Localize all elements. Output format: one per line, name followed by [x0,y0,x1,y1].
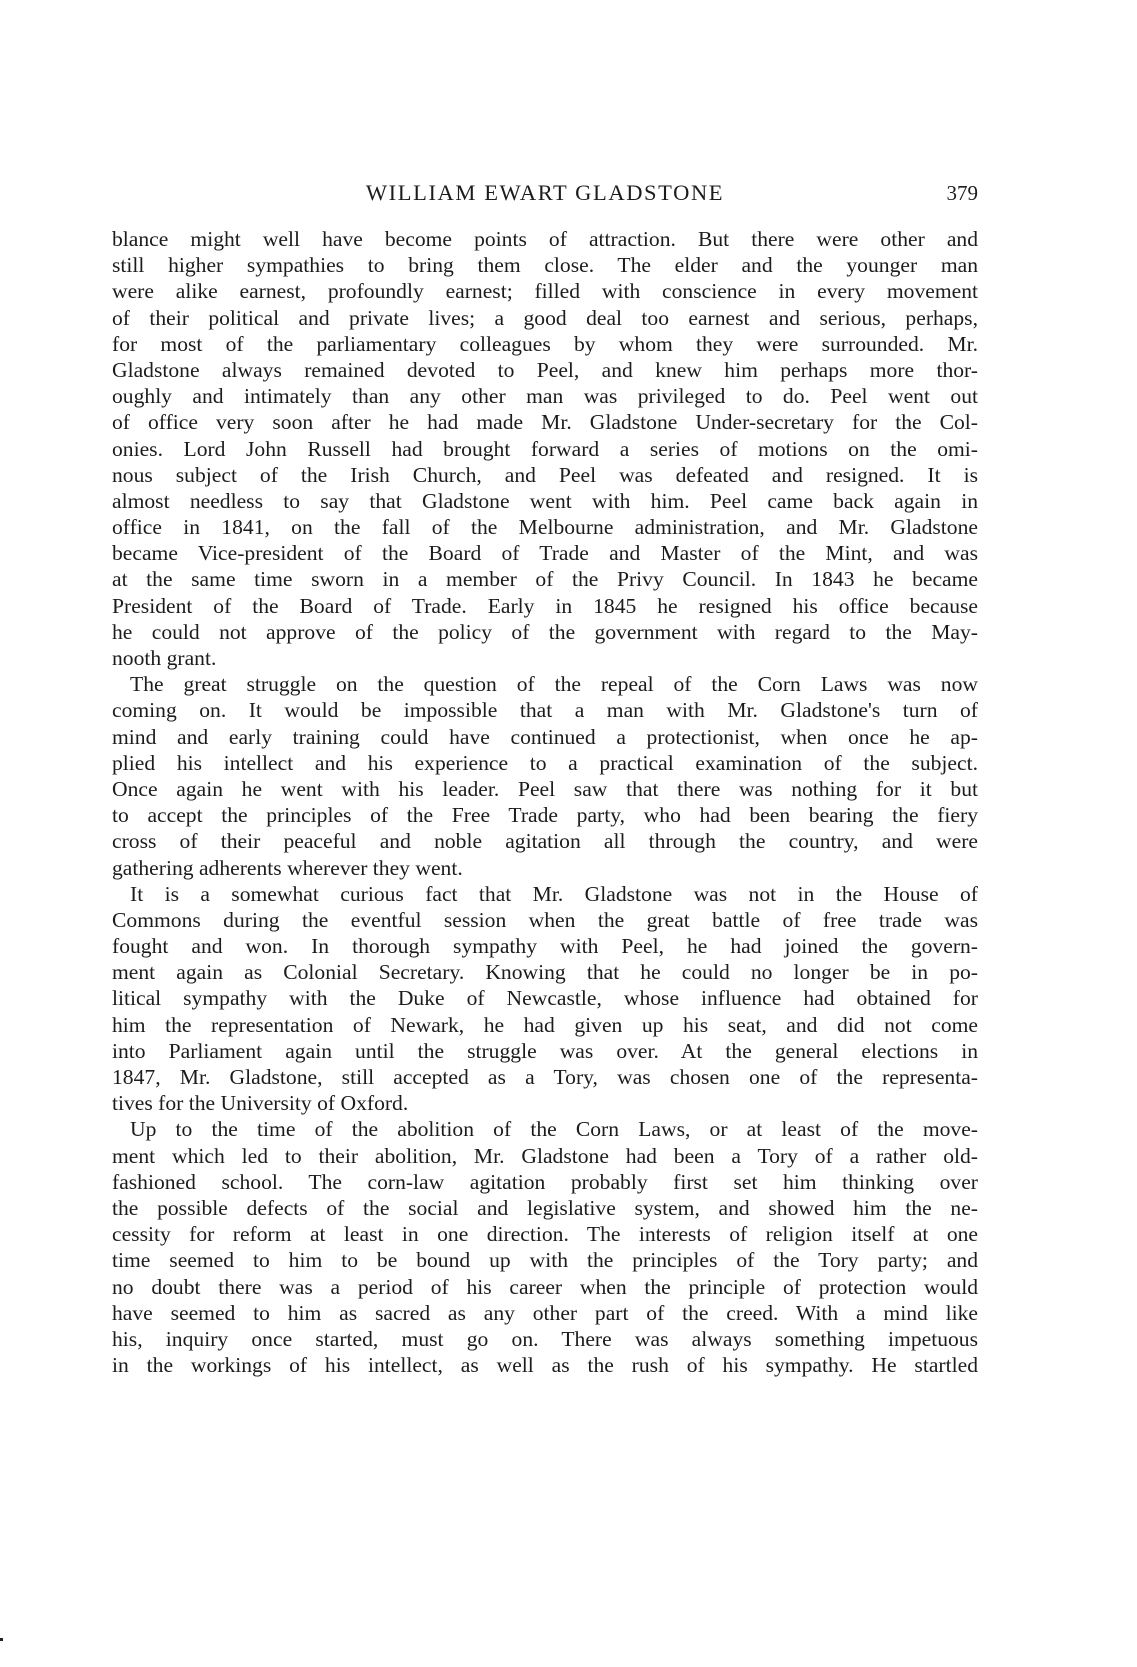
text-line: It is a somewhat curious fact that Mr. Gladstone was not in the House of [130,881,978,906]
text-line: blance might well have become points of attraction. But there were other and [112,227,978,251]
text-line: Gladstone always remained devoted to Peel, and knew him perhaps more thor- [112,357,978,382]
text-line: became Vice-president of the Board of Trade and Master of the Mint, and was [112,541,978,566]
text-line: he could not approve of the policy of the government with regard to the May- [112,619,978,644]
text-line: in the workings of his intellect, as well as the rush of his sympathy. He startled [112,1353,978,1378]
text-line: plied his intellect and his experience to a practical examination of the subject. [112,750,978,775]
text-line: for most of the parliamentary colleagues by whom they were surrounded. Mr. [112,331,978,356]
text-line: ment which led to their abolition, Mr. Gladstone had been a Tory of a rather old- [112,1143,978,1168]
text-line: ment again as Colonial Secretary. Knowing that he could no longer be in po- [112,960,978,985]
text-line: office in 1841, on the fall of the Melbourne administration, and Mr. Gladstone [112,515,978,540]
text-line: litical sympathy with the Duke of Newcastle, whose influence had obtained for [112,986,978,1011]
text-line: cross of their peaceful and noble agitation all through the country, and were [112,829,978,854]
body-text [112,226,978,1378]
text-line: cessity for reform at least in one direction. The interests of religion itself at one [112,1222,978,1247]
text-line: nooth grant. [112,646,217,670]
text-line: oughly and intimately than any other man was privileged to do. Peel went out [112,384,978,409]
text-line: President of the Board of Trade. Early in 1845 he resigned his office because [112,593,978,618]
text-line: coming on. It would be impossible that a man with Mr. Gladstone's turn of [112,698,978,723]
text-line: to accept the principles of the Free Trade party, who had been bearing the fiery [112,803,978,828]
page-number: 379 [946,181,978,205]
text-line: have seemed to him as sacred as any other part of the creed. With a mind like [112,1300,978,1325]
text-line: almost needless to say that Gladstone went with him. Peel came back again in [112,488,978,513]
text-line: Once again he went with his leader. Peel saw that there was nothing for it but [112,776,978,801]
text-line: into Parliament again until the struggle was over. At the general elections in [112,1038,978,1063]
text-line: of their political and private lives; a good deal too earnest and serious, perhaps, [112,305,978,330]
text-line: still higher sympathies to bring them close. The elder and the younger man [112,253,978,278]
text-line: time seemed to him to be bound up with the principles of the Tory party; and [112,1248,978,1273]
text-line: were alike earnest, profoundly earnest; filled with conscience in every movement [112,279,978,304]
text-line: Up to the time of the abolition of the Corn Laws, or at least of the move- [130,1117,978,1142]
text-line: fashioned school. The corn-law agitation probably first set him thinking over [112,1169,978,1194]
text-line: his, inquiry once started, must go on. There was always something impetuous [112,1326,978,1351]
text-line: The great struggle on the question of the repeal of the Corn Laws was now [130,672,978,697]
text-line: gathering adherents wherever they went. [112,855,463,880]
scan-edge-mark [0,1638,3,1641]
text-line: at the same time sworn in a member of the Privy Council. In 1843 he became [112,567,978,592]
text-line: of office very soon after he had made Mr. Gladstone Under-secretary for the Col- [112,410,978,435]
text-line: the possible defects of the social and legislative system, and showed him the ne- [112,1195,978,1220]
text-line: nous subject of the Irish Church, and Peel was defeated and resigned. It is [112,462,978,487]
text-line: onies. Lord John Russell had brought forward a series of motions on the omi- [112,436,978,461]
text-line: Commons during the eventful session when the great battle of free trade was [112,907,978,932]
running-title: WILLIAM EWART GLADSTONE [365,180,725,205]
text-line: mind and early training could have continued a protectionist, when once he ap- [112,724,978,749]
text-line: 1847, Mr. Gladstone, still accepted as a Tory, was chosen one of the representa- [112,1065,978,1089]
text-line: tives for the University of Oxford. [112,1091,409,1116]
page-header [112,178,978,208]
text-line: him the representation of Newark, he had given up his seat, and did not come [112,1012,978,1037]
text-line: no doubt there was a period of his career when the principle of protection would [112,1274,978,1299]
text-line: fought and won. In thorough sympathy with Peel, he had joined the govern- [112,934,978,959]
